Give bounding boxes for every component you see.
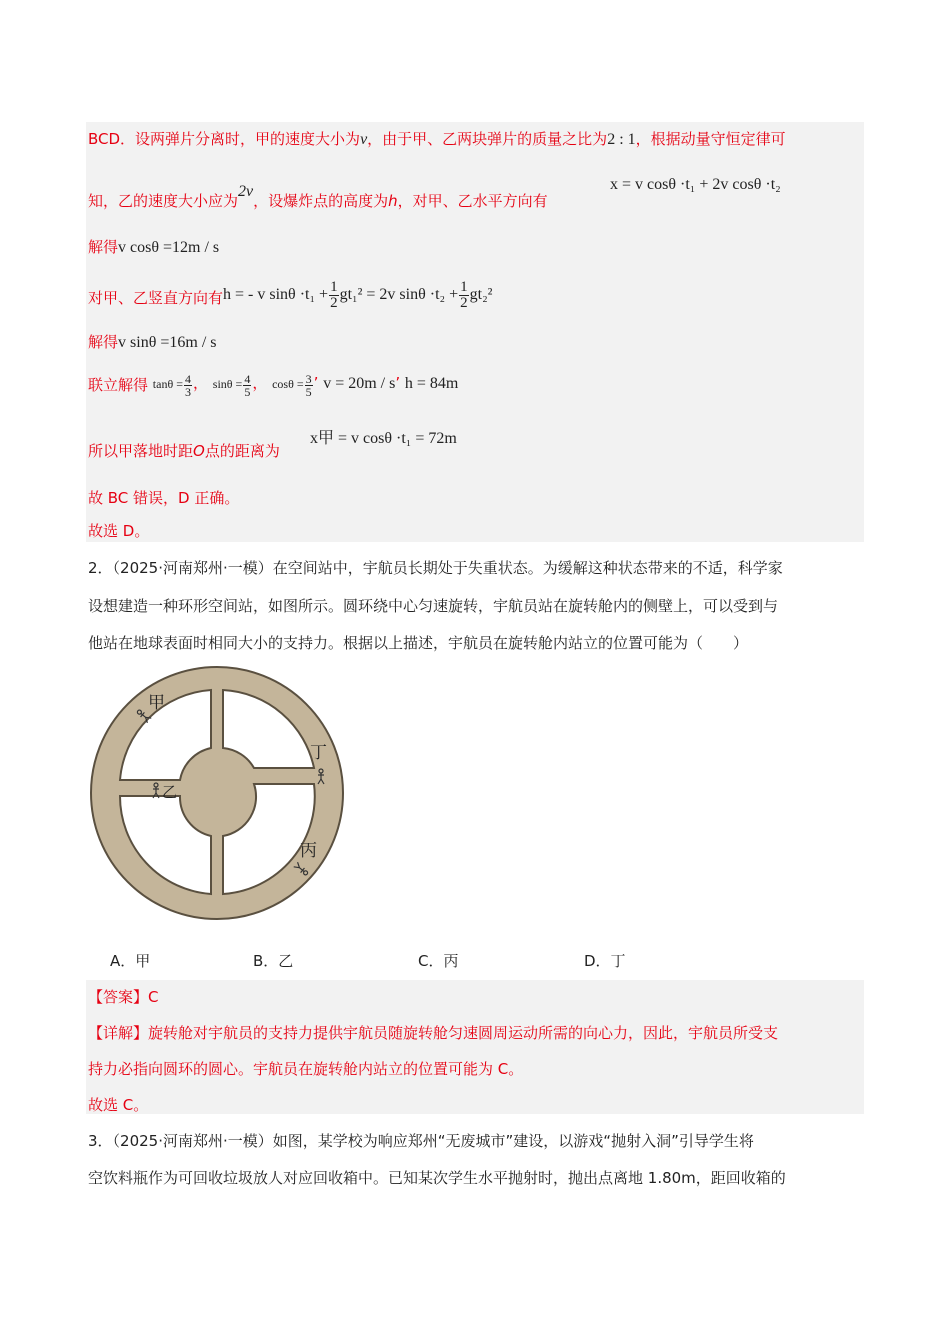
equation-vertical: h = - v sinθ ·t₁ + $\frac{1}{2}$ gt₁² = 2v sinθ ·t₂ + $\frac{1}{2}$ gt₂² xyxy=(223,279,493,311)
solution-line-2: 知，乙的速度大小应为2v，设爆炸点的高度为h，对甲、乙水平方向有 xyxy=(88,183,548,210)
equation-xjia: x甲 = v cosθ ·t₁ = 72m xyxy=(310,430,457,447)
solution-line-4: 对甲、乙竖直方向有h = - v sinθ ·t₁ + $\frac{1}{2}$ gt₁² = 2v sinθ ·t₂ + $\frac{1}{2}$ gt₂² xyxy=(88,279,493,311)
tan-result: tanθ = $\frac{4}{3}$ xyxy=(152,371,191,399)
solution-line-3: 解得v cosθ =12m / s xyxy=(88,238,220,256)
solution-line-7: 所以甲落地时距O点的距离为 xyxy=(88,442,280,460)
option-b[interactable]: B．乙 xyxy=(253,952,294,970)
answer-final: 故选 C。 xyxy=(88,1096,149,1114)
answer-label: 【答案】C xyxy=(88,988,159,1006)
figure-label-jia: 甲 xyxy=(148,693,165,713)
solution-line-6: 联立解得 tanθ = $\frac{4}{3}$ ， sinθ = $\frac{4}{5}$ ， cosθ = $\frac{3}{5}$ ’ v = 20m / s’ h = 84m xyxy=(88,371,459,399)
cos-result: cosθ = $\frac{3}{5}$ xyxy=(272,371,312,399)
solution-line-5: 解得v sinθ =16m / s xyxy=(88,333,217,351)
option-d[interactable]: D．丁 xyxy=(584,952,626,970)
option-c[interactable]: C．丙 xyxy=(418,952,459,970)
outer-ring xyxy=(91,667,343,919)
question-2-line-2: 设想建造一种环形空间站，如图所示。圆环绕中心匀速旋转，宇航员站在旋转舱内的侧壁上，可以受到与 xyxy=(88,597,779,615)
figure-label-yi: 乙 xyxy=(162,783,178,801)
figure-label-ding: 丁 xyxy=(310,743,327,763)
equation-vsin: v sinθ =16m / s xyxy=(118,334,217,351)
detail-line-1: 【详解】旋转舱对宇航员的支持力提供宇航员随旋转舱匀速圆周运动所需的向心力，因此，宇航员所受支 xyxy=(88,1024,779,1042)
question-3-line-1: 3．（2025·河南郑州·一模）如图，某学校为响应郑州“无废城市”建设，以游戏“抛射入洞”引导学生将 xyxy=(88,1132,754,1150)
question-2-line-1: 2．（2025·河南郑州·一模）在空间站中，宇航员长期处于失重状态。为缓解这种状态带来的不适，科学家 xyxy=(88,559,783,577)
equation-horizontal: x = v cosθ ·t₁ + 2v cosθ ·t₂ xyxy=(610,176,781,193)
question-2-line-3: 他站在地球表面时相同大小的支持力。根据以上描述，宇航员在旋转舱内站立的位置可能为（ ） xyxy=(88,634,749,652)
answer-block-2 xyxy=(86,980,864,1114)
detail-line-2: 持力必指向圆环的圆心。宇航员在旋转舱内站立的位置可能为 C。 xyxy=(88,1060,524,1078)
space-station-figure xyxy=(88,664,346,922)
solution-line-9: 故选 D。 xyxy=(88,522,150,540)
question-3-line-2: 空饮料瓶作为可回收垃圾放人对应回收箱中。已知某次学生水平抛射时，抛出点离地 1.80m，距回收箱的 xyxy=(88,1169,786,1187)
equation-vcos: v cosθ =12m / s xyxy=(118,239,220,256)
figure-label-bing: 丙 xyxy=(300,841,317,861)
h-result: h = 84m xyxy=(404,375,459,392)
v-result: v = 20m / s xyxy=(323,375,396,392)
sin-result: sinθ = $\frac{4}{5}$ xyxy=(212,371,251,399)
solution-line-8: 故 BC 错误，D 正确。 xyxy=(88,489,240,507)
option-a[interactable]: A．甲 xyxy=(110,952,151,970)
solution-line-1: BCD．设两弹片分离时，甲的速度大小为v，由于甲、乙两块弹片的质量之比为2 : 1，根据动量守恒定律可 xyxy=(88,130,786,148)
